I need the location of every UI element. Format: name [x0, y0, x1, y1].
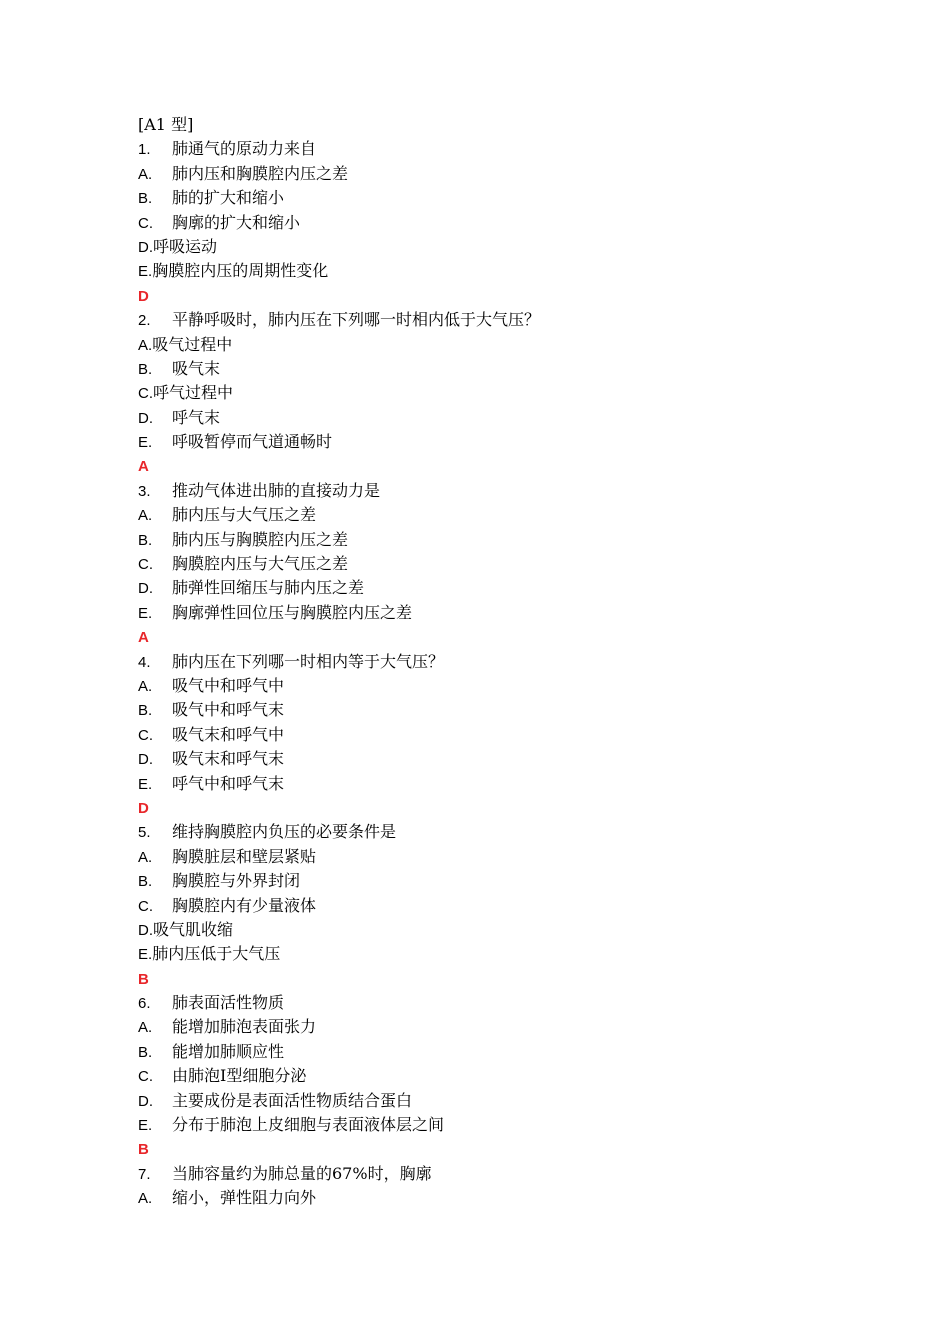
option-label: B. — [138, 873, 153, 891]
option-text: 呼气末 — [172, 407, 221, 427]
answer-option — [138, 601, 838, 625]
option-text: 能增加肺顺应性 — [172, 1041, 285, 1061]
option-text: 肺内压低于大气压 — [152, 944, 281, 964]
answer-option — [138, 845, 838, 869]
option-label: A. — [138, 336, 153, 354]
option-text: 缩小，弹性阻力向外 — [172, 1188, 317, 1208]
answer-option — [138, 186, 838, 210]
answer-option — [138, 1186, 838, 1210]
section-heading: [A1 型] — [138, 115, 194, 134]
option-label: A. — [138, 165, 153, 183]
option-label: B. — [138, 1043, 153, 1061]
question-text: 推动气体进出肺的直接动力是 — [172, 480, 381, 500]
option-text: 吸气中和呼气中 — [172, 675, 285, 695]
question-stem — [138, 308, 838, 332]
option-label: D. — [138, 751, 153, 769]
option-text: 吸气中和呼气末 — [172, 700, 285, 720]
option-text: 呼吸暂停而气道通畅时 — [172, 432, 333, 452]
option-text: 肺的扩大和缩小 — [172, 188, 285, 208]
option-text: 肺内压与大气压之差 — [172, 505, 317, 525]
option-text: 主要成份是表面活性物质结合蛋白 — [172, 1090, 413, 1110]
answer-option — [138, 235, 838, 259]
answer-key — [138, 967, 838, 991]
answer-letter: A — [138, 458, 149, 476]
option-text: 吸气末和呼气中 — [172, 724, 285, 744]
answer-option — [138, 528, 838, 552]
question-text: 维持胸膜腔内负压的必要条件是 — [172, 822, 397, 842]
answer-option — [138, 552, 838, 576]
option-label: C. — [138, 1068, 153, 1086]
question-number: 6. — [138, 995, 151, 1013]
question-number: 4. — [138, 653, 151, 671]
answer-letter: D — [138, 799, 149, 817]
answer-option — [138, 357, 838, 381]
option-text: 呼气中和呼气末 — [172, 773, 285, 793]
question-text: 平静呼吸时，肺内压在下列哪一时相内低于大气压？ — [172, 310, 541, 330]
question-stem — [138, 1162, 838, 1186]
option-text: 胸膜腔内压与大气压之差 — [172, 554, 349, 574]
answer-option — [138, 381, 838, 405]
answer-option — [138, 918, 838, 942]
option-text: 吸气末 — [172, 358, 221, 378]
answer-letter: A — [138, 629, 149, 647]
answer-letter: D — [138, 287, 149, 305]
question-text: 肺通气的原动力来自 — [172, 139, 317, 159]
answer-key — [138, 454, 838, 478]
option-text: 胸廓的扩大和缩小 — [172, 212, 301, 232]
option-text: 肺内压和胸膜腔内压之差 — [172, 163, 349, 183]
answer-option — [138, 259, 838, 283]
option-label: E. — [138, 775, 153, 793]
option-label: D. — [138, 1092, 153, 1110]
option-label: D. — [138, 409, 153, 427]
option-label: D. — [138, 921, 153, 939]
option-label: A. — [138, 677, 153, 695]
answer-option — [138, 333, 838, 357]
answer-option — [138, 723, 838, 747]
question-number: 3. — [138, 482, 151, 500]
option-label: A. — [138, 1019, 153, 1037]
option-label: C. — [138, 214, 153, 232]
answer-key — [138, 284, 838, 308]
option-text: 呼气过程中 — [153, 383, 234, 403]
answer-option — [138, 1113, 838, 1137]
question-stem — [138, 479, 838, 503]
answer-option — [138, 869, 838, 893]
option-label: C. — [138, 556, 153, 574]
option-text: 吸气肌收缩 — [153, 919, 234, 939]
answer-option — [138, 942, 838, 966]
option-label: B. — [138, 531, 153, 549]
option-label: C. — [138, 726, 153, 744]
answer-option — [138, 162, 838, 186]
answer-letter: B — [138, 1141, 149, 1159]
option-text: 胸膜腔内压的周期性变化 — [152, 261, 329, 281]
option-text: 肺内压与胸膜腔内压之差 — [172, 529, 349, 549]
option-label: C. — [138, 897, 153, 915]
option-label: E. — [138, 1117, 153, 1135]
answer-option — [138, 430, 838, 454]
option-label: A. — [138, 1190, 153, 1208]
answer-key — [138, 1137, 838, 1161]
option-label: C. — [138, 385, 153, 403]
option-text: 肺弹性回缩压与肺内压之差 — [172, 578, 365, 598]
answer-option — [138, 211, 838, 235]
option-text: 吸气过程中 — [152, 334, 233, 354]
option-text: 呼吸运动 — [153, 236, 218, 256]
answer-key — [138, 796, 838, 820]
answer-key — [138, 625, 838, 649]
answer-option — [138, 1089, 838, 1113]
option-label: A. — [138, 507, 153, 525]
option-label: B. — [138, 702, 153, 720]
answer-option — [138, 674, 838, 698]
option-text: 胸膜腔内有少量液体 — [172, 895, 317, 915]
answer-option — [138, 772, 838, 796]
answer-option — [138, 576, 838, 600]
question-number: 5. — [138, 824, 151, 842]
question-text: 肺表面活性物质 — [172, 993, 285, 1013]
option-text: 胸廓弹性回位压与胸膜腔内压之差 — [172, 602, 413, 622]
answer-option — [138, 1040, 838, 1064]
answer-option — [138, 503, 838, 527]
option-label: B. — [138, 360, 153, 378]
answer-option — [138, 747, 838, 771]
option-text: 胸膜脏层和壁层紧贴 — [172, 846, 317, 866]
option-text: 分布于肺泡上皮细胞与表面液体层之间 — [172, 1115, 445, 1135]
question-list — [138, 113, 838, 1211]
answer-option — [138, 894, 838, 918]
question-number: 1. — [138, 141, 151, 159]
option-label: D. — [138, 580, 153, 598]
answer-option — [138, 1064, 838, 1088]
option-label: B. — [138, 190, 153, 208]
option-text: 由肺泡Ⅰ型细胞分泌 — [172, 1066, 307, 1086]
option-label: E. — [138, 604, 153, 622]
option-label: E. — [138, 263, 153, 281]
option-label: E. — [138, 946, 153, 964]
answer-option — [138, 698, 838, 722]
question-stem — [138, 137, 838, 161]
option-text: 能增加肺泡表面张力 — [172, 1017, 317, 1037]
question-stem — [138, 991, 838, 1015]
answer-option — [138, 406, 838, 430]
option-text: 吸气末和呼气末 — [172, 749, 285, 769]
option-text: 胸膜腔与外界封闭 — [172, 871, 301, 891]
question-number: 7. — [138, 1165, 151, 1183]
question-text: 当肺容量约为肺总量的67%时，胸廓 — [172, 1163, 432, 1183]
question-text: 肺内压在下列哪一时相内等于大气压？ — [172, 651, 445, 671]
option-label: E. — [138, 434, 153, 452]
option-label: D. — [138, 238, 153, 256]
question-stem — [138, 650, 838, 674]
question-number: 2. — [138, 312, 151, 330]
answer-option — [138, 1015, 838, 1039]
option-label: A. — [138, 848, 153, 866]
question-stem — [138, 820, 838, 844]
answer-letter: B — [138, 970, 149, 988]
